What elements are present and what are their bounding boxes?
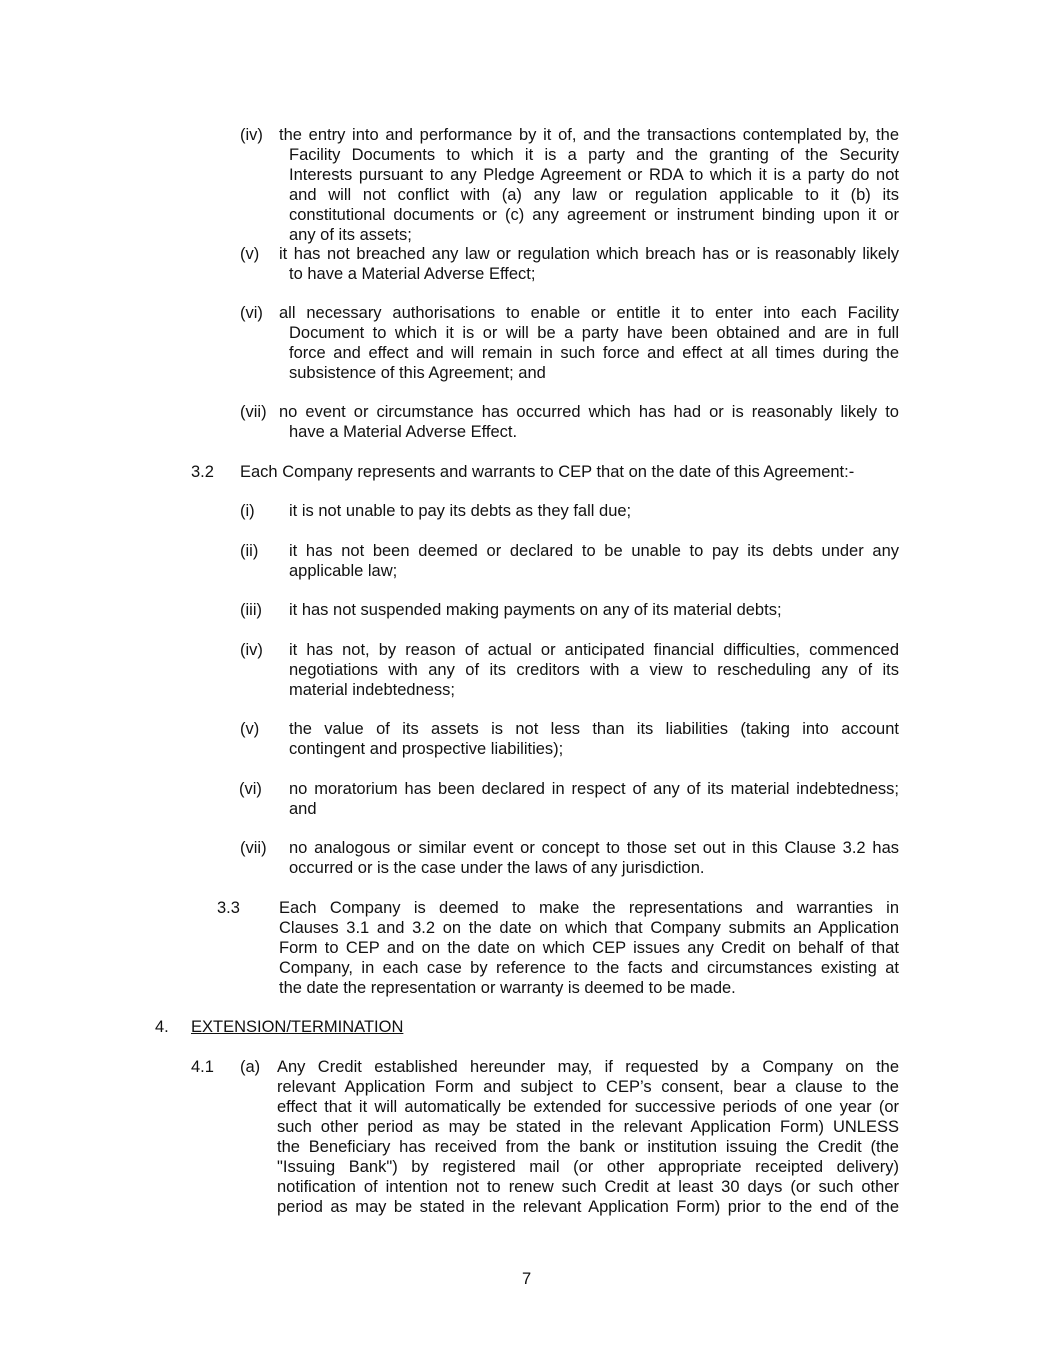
- sub-item-number: (a): [240, 1058, 261, 1076]
- item-number: (i): [240, 502, 255, 520]
- text-line: notification of intention not to renew such Credit at least 30 days (or such other: [277, 1178, 899, 1196]
- text-line: Form to CEP and on the date on which CEP issues any Credit on behalf of that: [279, 939, 899, 957]
- text-line: applicable law;: [289, 562, 398, 580]
- text-line: any of its assets;: [289, 226, 412, 244]
- item-number: (vi): [240, 304, 263, 322]
- text-line: relevant Application Form and subject to CEP’s consent, bear a clause to the: [277, 1078, 899, 1096]
- item-number: (v): [240, 245, 260, 263]
- clause-text: Each Company represents and warrants to CEP that on the date of this Agreement:-: [240, 463, 855, 481]
- text-line: all necessary authorisations to enable or entitle it to enter into each Facility: [279, 304, 899, 322]
- item-number: (vi): [239, 780, 262, 798]
- text-line: such other period as may be stated in the relevant Application Form) UNLESS: [277, 1118, 899, 1136]
- item-number: (v): [240, 720, 260, 738]
- text-line: no analogous or similar event or concept to those set out in this Clause 3.2 has: [289, 839, 899, 857]
- text-line: Any Credit established hereunder may, if requested by a Company on the: [277, 1058, 899, 1076]
- text-line: no event or circumstance has occurred which has had or is reasonably likely to: [279, 403, 899, 421]
- text-line: it has not been deemed or declared to be unable to pay its debts under any: [289, 542, 899, 560]
- item-number: (iv): [240, 641, 263, 659]
- text-line: Interests pursuant to any Pledge Agreement or RDA to which it is a party do not: [289, 166, 899, 184]
- text-line: and: [289, 800, 317, 818]
- text-line: to have a Material Adverse Effect;: [289, 265, 536, 283]
- item-number: (iv): [240, 126, 263, 144]
- text-line: "Issuing Bank") by registered mail (or other appropriate receipted delivery): [277, 1158, 899, 1176]
- text-line: it is not unable to pay its debts as they fall due;: [289, 502, 632, 520]
- text-line: no moratorium has been declared in respect of any of its material indebtedness;: [289, 780, 899, 798]
- text-line: Facility Documents to which it is a party and the granting of the Security: [289, 146, 899, 164]
- text-line: negotiations with any of its creditors with a view to rescheduling any of its: [289, 661, 899, 679]
- text-line: the entry into and performance by it of, and the transactions contemplated by, the: [279, 126, 899, 144]
- text-line: constitutional documents or (c) any agreement or instrument binding upon it or: [289, 206, 899, 224]
- text-line: period as may be stated in the relevant Application Form) prior to the end of the: [277, 1198, 899, 1216]
- text-line: force and effect and will remain in such force and effect at all times during the: [289, 344, 899, 362]
- section-title: EXTENSION/TERMINATION: [191, 1018, 404, 1036]
- text-line: effect that it will automatically be extended for successive periods of one year (or: [277, 1098, 899, 1116]
- item-number: (iii): [240, 601, 262, 619]
- item-number: (ii): [240, 542, 259, 560]
- text-line: the date the representation or warranty is deemed to be made.: [279, 979, 736, 997]
- text-line: it has not suspended making payments on any of its material debts;: [289, 601, 782, 619]
- text-line: Each Company is deemed to make the representations and warranties in: [279, 899, 899, 917]
- text-line: it has not breached any law or regulation which breach has or is reasonably likely: [279, 245, 899, 263]
- text-line: material indebtedness;: [289, 681, 456, 699]
- item-number: (vii): [240, 839, 267, 857]
- item-number: (vii): [240, 403, 267, 421]
- text-line: subsistence of this Agreement; and: [289, 364, 546, 382]
- text-line: Clauses 3.1 and 3.2 on the date on which that Company submits an Application: [279, 919, 899, 937]
- text-line: contingent and prospective liabilities);: [289, 740, 564, 758]
- text-line: the Beneficiary has received from the bank or institution issuing the Credit (the: [277, 1138, 899, 1156]
- section-number: 4.: [155, 1018, 169, 1036]
- text-line: have a Material Adverse Effect.: [289, 423, 518, 441]
- text-line: the value of its assets is not less than its liabilities (taking into account: [289, 720, 899, 738]
- clause-number: 3.3: [217, 899, 240, 917]
- clause-number: 3.2: [191, 463, 214, 481]
- page-number: 7: [522, 1270, 532, 1288]
- text-line: Company, in each case by reference to the facts and circumstances existing at: [279, 959, 899, 977]
- text-line: Document to which it is or will be a party have been obtained and are in full: [289, 324, 899, 342]
- clause-number: 4.1: [191, 1058, 214, 1076]
- text-line: occurred or is the case under the laws of any jurisdiction.: [289, 859, 705, 877]
- text-line: and will not conflict with (a) any law or regulation applicable to it (b) its: [289, 186, 899, 204]
- text-line: it has not, by reason of actual or anticipated financial difficulties, commenced: [289, 641, 899, 659]
